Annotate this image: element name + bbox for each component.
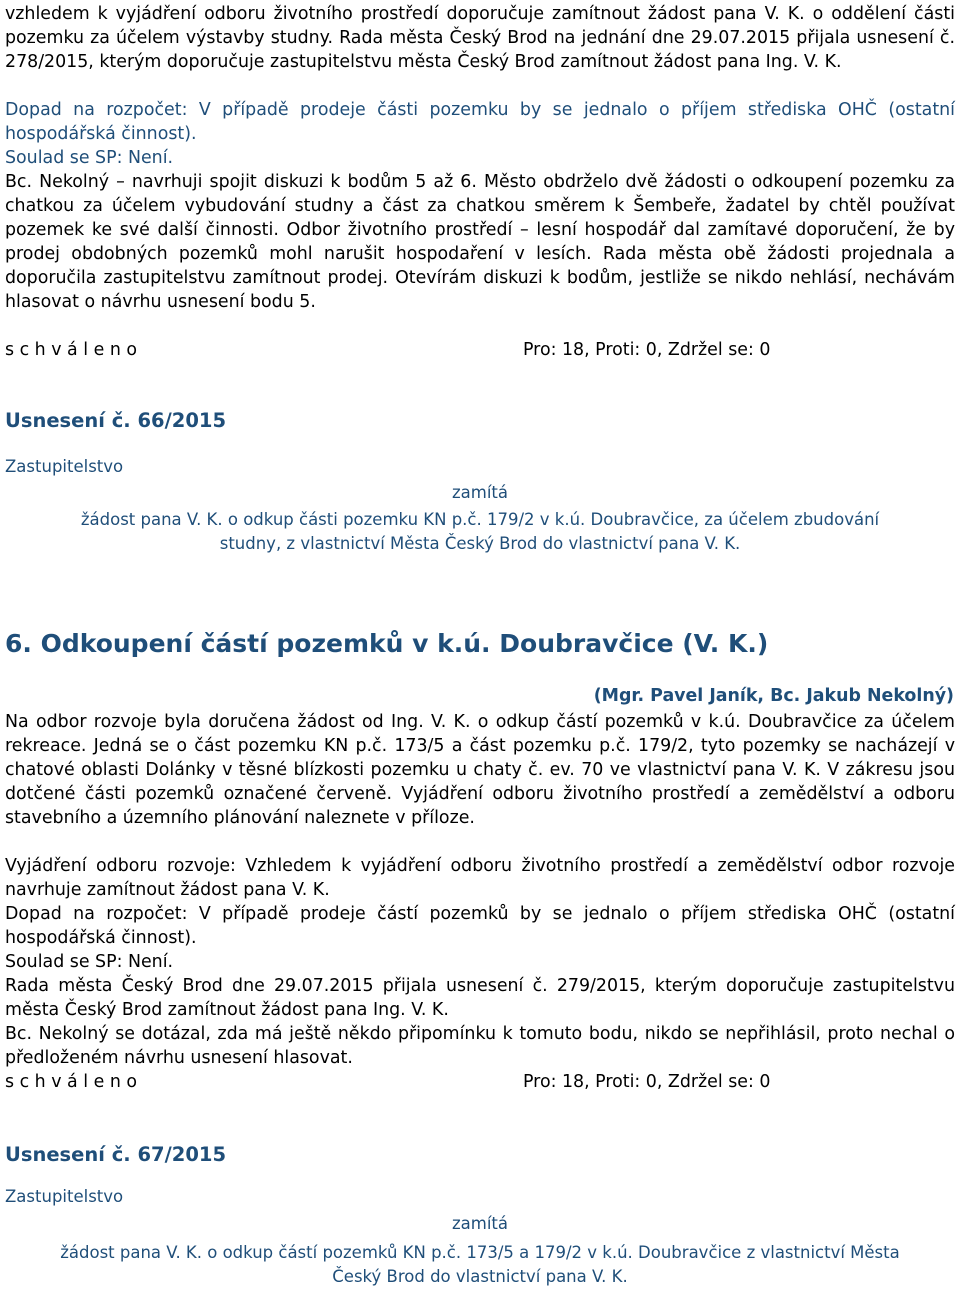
vote-line-2 bbox=[5, 1070, 821, 1094]
resolution-66-body: Zastupitelstvo bbox=[5, 457, 124, 476]
resolution-67-heading: Usnesení č. 67/2015 bbox=[5, 1143, 227, 1166]
vote-result-2: Pro: 18, Proti: 0, Zdržel se: 0 bbox=[523, 1072, 771, 1092]
approved-label: s c h v á l e n o bbox=[5, 340, 138, 360]
section-6-heading: 6. Odkoupení částí pozemků v k.ú. Doubravčice (V. K.) bbox=[5, 629, 769, 658]
resolution-67-verb: zamítá bbox=[451, 1214, 508, 1233]
vote-result: Pro: 18, Proti: 0, Zdržel se: 0 bbox=[523, 340, 771, 360]
resolution-66-text-line-2: studny, z vlastnictví Města Český Brod do vlastnictví pana V. K. bbox=[219, 534, 741, 553]
discussion-paragraph: Bc. Nekolný – navrhuji spojit diskuzi k bodům 5 až 6. Město obdrželo dvě žádosti o odkoupení pozemku za chatkou za účelem vybudování studny a část za chatkou směrem k Šembeře, žadatel by chtěl používat pozemek ke své další činnosti. Odbor životního prostředí – lesní hospodář dal zamítavé doporučení, že by prodej obdobných pozemků mohl narušit hospodaření v lesích. Rada města obě žádosti projednala a doporučila zastupitelstvu zamítnout prodej. Otevírám diskuzi k bodům, jestliže se nikdo nehlásí, nechávám hlasovat o návrhu usnesení bodu 5. bbox=[5, 172, 955, 312]
section-6-budget: Dopad na rozpočet: V případě prodeje částí pozemků by se jednalo o příjem střediska OHČ (ostatní hospodářská činnost). bbox=[5, 904, 955, 948]
budget-impact: Dopad na rozpočet: V případě prodeje části pozemku by se jednalo o příjem střediska OHČ (ostatní hospodářská činnost). bbox=[5, 100, 955, 144]
vote-line bbox=[5, 338, 821, 362]
section-6-discussion: Bc. Nekolný se dotázal, zda má ještě někdo připomínku k tomuto bodu, nikdo se nepřihlásil, proto nechal o předloženém návrhu usnesení hlasovat. bbox=[5, 1024, 955, 1068]
resolution-66-verb: zamítá bbox=[451, 483, 508, 502]
section-6-paragraph-1: Na odbor rozvoje byla doručena žádost od Ing. V. K. o odkup částí pozemků v k.ú. Doubravčice za účelem rekreace. Jedná se o část pozemku KN p.č. 173/5 a část pozemku p.č. 179/2, tyto pozemky se nacházejí v chatové oblasti Dolánky v těsné blízkosti pozemku u chaty č. ev. 70 ve vlastnictví pana V. K. V zákresu jsou dotčené části pozemků označené červeně. Vyjádření odboru životního prostředí a zemědělství a odboru stavebního a územního plánování naleznete v příloze. bbox=[5, 712, 955, 828]
resolution-66-heading: Usnesení č. 66/2015 bbox=[5, 409, 227, 432]
sp-compliance: Soulad se SP: Není. bbox=[5, 148, 174, 168]
section-6-paragraph-2: Vyjádření odboru rozvoje: Vzhledem k vyjádření odboru životního prostředí a zemědělství odbor rozvoje navrhuje zamítnout žádost pana V. K. bbox=[5, 856, 955, 900]
section-6-authors: (Mgr. Pavel Janík, Bc. Jakub Nekolný) bbox=[593, 686, 954, 706]
approved-label-2: s c h v á l e n o bbox=[5, 1072, 138, 1092]
section-6-rada: Rada města Český Brod dne 29.07.2015 přijala usnesení č. 279/2015, kterým doporučuje zastupitelstvu města Český Brod zamítnout žádost pana Ing. V. K. bbox=[5, 976, 955, 1020]
resolution-67-body: Zastupitelstvo bbox=[5, 1187, 124, 1206]
resolution-67-text-line-1: žádost pana V. K. o odkup částí pozemků KN p.č. 173/5 a 179/2 v k.ú. Doubravčice z vlastnictví Města bbox=[60, 1243, 900, 1262]
resolution-67-text-line-2: Český Brod do vlastnictví pana V. K. bbox=[332, 1267, 628, 1286]
section-6-sp: Soulad se SP: Není. bbox=[5, 952, 174, 972]
paragraph-top: vzhledem k vyjádření odboru životního prostředí doporučuje zamítnout žádost pana V. K. o oddělení části pozemku za účelem výstavby studny. Rada města Český Brod na jednání dne 29.07.2015 přijala usnesení č. 278/2015, kterým doporučuje zastupitelstvu města Český Brod zamítnout žádost pana Ing. V. K. bbox=[5, 4, 955, 72]
resolution-66-text-line-1: žádost pana V. K. o odkup části pozemku KN p.č. 179/2 v k.ú. Doubravčice, za účelem zbudování bbox=[80, 510, 880, 529]
